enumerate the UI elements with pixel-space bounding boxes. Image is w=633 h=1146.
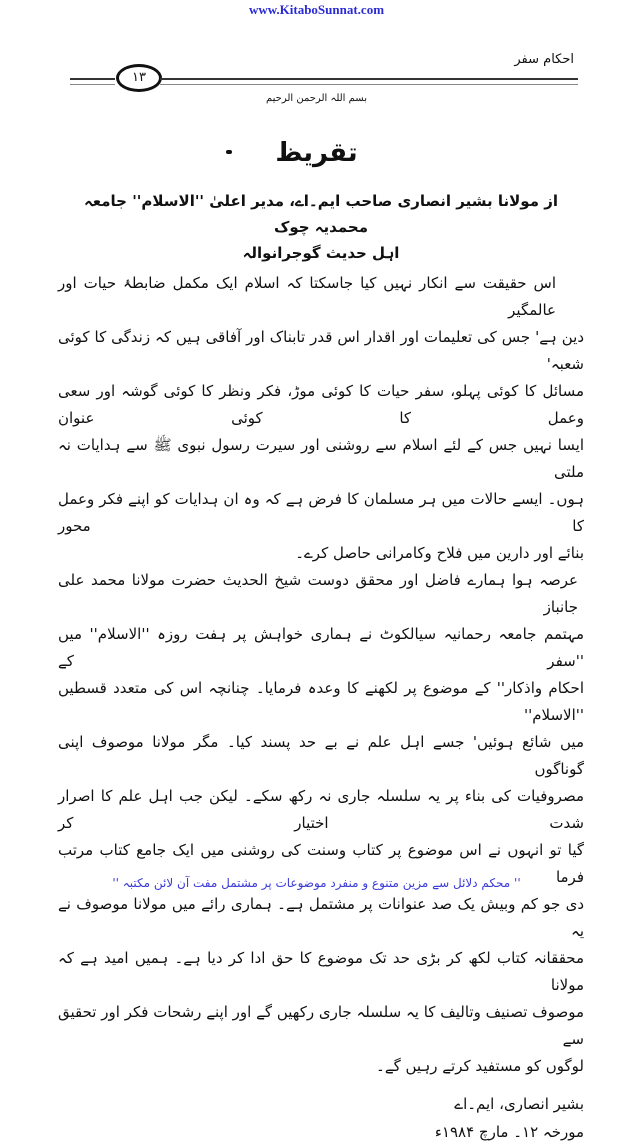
body-line: میں شائع ہوئیں' جسے اہل علم نے بے حد پسند کیا۔ مگر مولانا موصوف اپنی گوناگوں [58,733,584,778]
body-line: مسائل کا کوئی پہلو، سفر حیات کا کوئی موڑ، فکر ونظر کا کوئی گوشہ اور سعی وعمل کا کوئی عنوان [58,382,584,427]
body-line: دی جو کم وبیش یک صد عنوانات پر مشتمل ہے۔ ہماری رائے میں مولانا موصوف نے یہ [58,895,584,940]
body-line: موصوف تصنیف وتالیف کا یہ سلسلہ جاری رکھیں گے اور اپنے رشحات فکر اور تحقیق سے [58,1003,584,1048]
attribution-line: از مولانا بشیر انصاری صاحب ایم۔اے، مدیر اعلیٰ ''الاسلام'' جامعہ محمدیہ چوک [84,192,558,236]
body-line: ہوں۔ ایسے حالات میں ہر مسلمان کا فرض ہے کہ وہ ان ہدایات کو اپنے فکر وعمل کا محور [58,490,584,535]
signature-date: مورخہ ۱۲۔ مارچ ۱۹۸۴ء [434,1123,584,1141]
body-line: اس حقیقت سے انکار نہیں کیا جاسکتا کہ اسلام ایک مکمل ضابطۂ حیات اور عالمگیر [58,274,556,319]
body-line: عرصہ ہوا ہمارے فاضل اور محقق دوست شیخ الحدیث حضرت مولانا محمد علی جانباز [58,571,578,616]
signature-name: بشیر انصاری، ایم۔اے [454,1095,584,1113]
body-line: مہتمم جامعہ رحمانیہ سیالکوٹ نے ہماری خواہش پر ہفت روزہ ''الاسلام'' میں ''سفر کے [58,625,584,670]
body-line: احکام واذکار'' کے موضوع پر لکھنے کا وعدہ فرمایا۔ چنانچہ اس کی متعدد قسطیں ''الاسلام'' [58,679,584,724]
header-rule-left [70,78,115,85]
section-title: تقریظ [275,138,358,168]
scan-speck [226,150,232,154]
body-line: لوگوں کو مستفید کرتے رہیں گے۔ [376,1057,584,1075]
watermark-url: www.KitaboSunnat.com [248,2,385,17]
page-header [70,52,578,85]
body-line: بنائے اور دارین میں فلاح وکامرانی حاصل کرے۔ [295,544,584,562]
running-title: احکام سفر [514,52,574,67]
body-line: مصروفیات کی بناء پر یہ سلسلہ جاری نہ رکھ سکے۔ لیکن جب اہل علم کا اصرار شدت اختیار کر [58,787,584,832]
body-text [58,270,584,1080]
page-number: ۱۳ [116,64,162,92]
footer-tagline: '' محکم دلائل سے مزین متنوع و منفرد موضوعات پر مشتمل مفت آن لائن مکتبہ '' [112,876,521,890]
page-content [58,188,584,1146]
signature-block [58,1090,584,1146]
body-line: محققانہ کتاب لکھ کر بڑی حد تک موضوع کا حق ادا کر دیا ہے۔ ہمیں امید ہے کہ مولانا [58,949,584,994]
header-rule-right [160,78,578,85]
bismillah-calligraphy: بسم اللہ الرحمن الرحیم [265,93,367,104]
body-line: دین ہے' جس کی تعلیمات اور اقدار اس قدر تابناک اور آفاقی ہیں کہ زندگی کا کوئی شعبہ' [58,328,584,373]
body-line: گیا تو انہوں نے اس موضوع پر کتاب وسنت کی روشنی میں ایک جامع کتاب مرتب فرما [58,841,584,886]
body-line: ایسا نہیں جس کے لئے اسلام سے روشنی اور سیرت رسول نبوی ﷺ سے ہدایات نہ ملتی [58,436,584,481]
attribution-line: اہل حدیث گوجرانوالہ [242,244,400,262]
